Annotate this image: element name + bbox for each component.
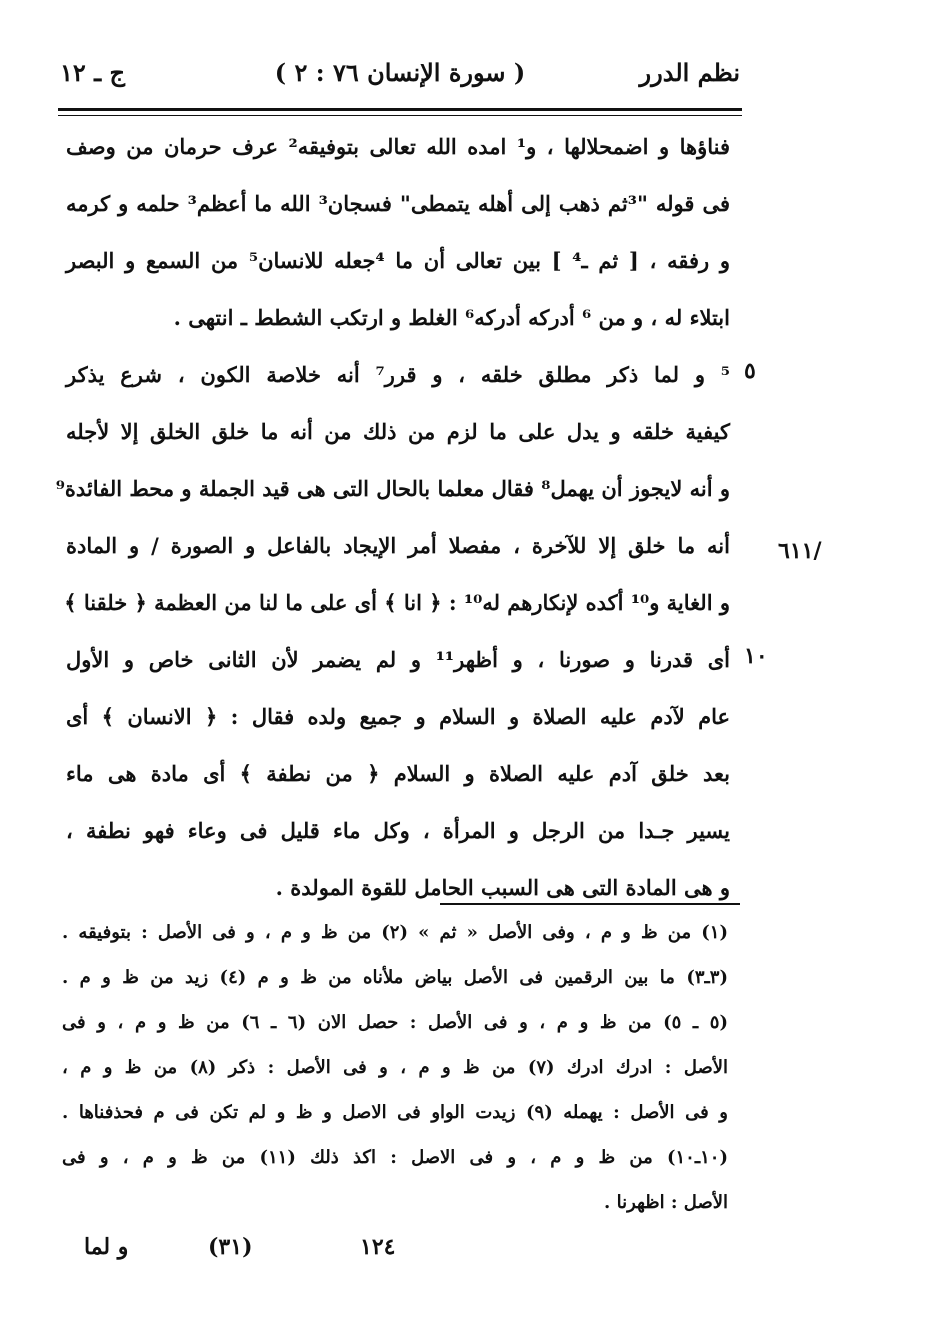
text-line: بعد خلق آدم عليه الصلاة و السلام ﴿ من نطفة ﴾ أى مادة هى ماء — [66, 761, 730, 786]
footnotes — [62, 913, 728, 1228]
header-rule-thin — [58, 115, 742, 116]
text-line: ابتلاء له ، و من ⁶ أدركه أدركه⁶ الغلط و ارتكب الشطط ـ انتهى . — [173, 305, 730, 330]
footnote-line: و فى الأصل : يهمله (٩) زيدت الواو فى الاصل و ظ و لم تكن فى م فحذفناها . — [62, 1102, 728, 1123]
catchword: و لما — [84, 1234, 129, 1260]
text-line: و أنه لايجوز أن يهمل⁸ فقال معلما بالحال التى هى قيد الجملة و محط الفائدة⁹ — [55, 476, 730, 501]
book-title: نظم الدرر — [639, 58, 740, 87]
footnote-line: (٣ـ٣) ما بين الرقمين فى الأصل بياض ملأناه من ظ و م (٤) زيد من ظ و م . — [62, 967, 728, 988]
page-number: ١٢٤ — [360, 1234, 396, 1260]
volume-number: ج ـ ١٢ — [60, 58, 126, 87]
text-line: أى قدرنا و صورنا ، و أظهر¹¹ و لم يضمر لأن الثانى خاص و الأول — [66, 647, 730, 672]
footnote-line: (٥ ـ ٥) من ظ و م ، و فى الأصل : حصل الان (٦ ـ ٦) من ظ و م ، و فى — [62, 1012, 728, 1033]
page-footer — [60, 1234, 740, 1270]
line-number-5: ٥ — [744, 358, 756, 384]
surah-reference: ( سورة الإنسان ٧٦ : ٢ ) — [274, 58, 526, 87]
header-rule — [58, 108, 742, 111]
text-line: عام لآدم عليه الصلاة و السلام و جميع ولده فقال : ﴿ الانسان ﴾ أى — [66, 704, 730, 729]
footnote-rule — [440, 903, 740, 905]
text-line: يسير جـدا من الرجل و المرأة ، وكل ماء قليل فى وعاء فهو نطفة ، — [66, 818, 730, 843]
text-line: فى قوله "³ثم ذهب إلى أهله يتمطى" فسجان³ الله ما أعظم³ حلمه و كرمه — [66, 191, 731, 216]
signature-mark: (٣١) — [208, 1234, 253, 1260]
manuscript-page-reference: /٦١١ — [778, 538, 822, 564]
text-line: أنه ما خلق إلا للآخرة ، مفصلا أمر الإيجاد بالفاعل و الصورة / و المادة — [66, 533, 730, 558]
footnote-line: (١) من ظ و م ، وفى الأصل « ثم » (٢) من ظ و م ، و فى الأصل : بتوفيقه . — [62, 922, 728, 943]
text-line: كيفية خلقه و يدل على ما لزم من ذلك من أنه ما خلق الخلق إلا لأجله — [66, 419, 730, 444]
running-header — [60, 58, 740, 98]
main-text — [55, 128, 731, 926]
text-line: و هى المادة التى هى السبب الحامل للقوة المولدة . — [275, 875, 730, 900]
text-line: ⁵ و لما ذكر مطلق خلقه ، و قرر⁷ أنه خلاصة الكون ، شرع يذكر — [66, 362, 730, 387]
text-line: و الغاية و¹⁰ أكده لإنكارهم له¹⁰ : ﴿ انا ﴾ أى على ما لنا من العظمة ﴿ خلقنا ﴾ — [64, 590, 730, 615]
text-line: فناؤها و اضمحلالها ، و¹ امده الله تعالى بتوفيقه² عرف حرمان من وصف — [66, 134, 730, 159]
footnote-line: الأصل : اظهرنا . — [604, 1192, 728, 1213]
footnote-line: (١٠ـ١٠) من ظ و م ، و فى الاصل : اكذ ذلك (١١) من ظ و م ، و فى — [62, 1147, 729, 1168]
footnote-line: الأصل : ادرك ادرك (٧) من ظ و م ، و فى الأصل : ذكر (٨) من ظ و م ، — [62, 1057, 728, 1078]
text-line: و رفقه ، [ ثم ـ⁴ ] بين تعالى أن ما ⁴جعله للانسان⁵ من السمع و البصر — [66, 248, 730, 273]
line-number-10: ١٠ — [744, 643, 768, 669]
